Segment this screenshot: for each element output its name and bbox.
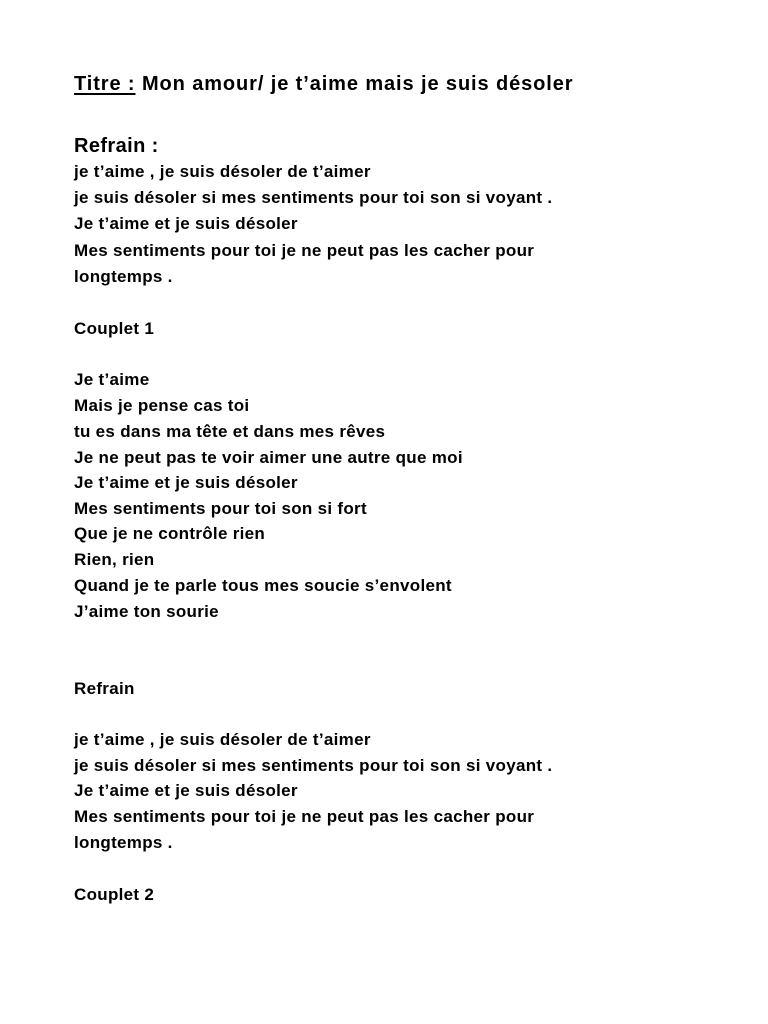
lyric-line: Que je ne contrôle rien — [74, 524, 266, 543]
lyric-line: je t’aime , je suis désoler de t’aimer — [74, 162, 371, 181]
lyric-line: je suis désoler si mes sentiments pour toi son si voyant . — [74, 188, 553, 207]
refrain-heading: Refrain — [74, 679, 135, 698]
lyric-line: Rien, rien — [74, 550, 155, 569]
lyric-line: Je t’aime et je suis désoler — [74, 473, 298, 492]
lyric-line: Je t’aime et je suis désoler — [74, 781, 298, 800]
lyric-line: Je ne peut pas te voir aimer une autre que moi — [74, 448, 463, 467]
lyric-line: je suis désoler si mes sentiments pour toi son si voyant . — [74, 756, 553, 775]
lyric-line: tu es dans ma tête et dans mes rêves — [74, 422, 386, 441]
lyric-line: Quand je te parle tous mes soucie s’envolent — [74, 576, 452, 595]
refrain-heading: Refrain : — [74, 135, 159, 157]
lyric-line: Mes sentiments pour toi je ne peut pas les cacher pour — [74, 807, 535, 826]
lyric-line: Mes sentiments pour toi son si fort — [74, 499, 367, 518]
lyric-line: je t’aime , je suis désoler de t’aimer — [74, 730, 371, 749]
couplet-heading: Couplet 2 — [74, 885, 155, 904]
lyric-line: Mais je pense cas toi — [74, 396, 250, 415]
couplet-heading: Couplet 1 — [74, 319, 155, 338]
song-title — [74, 73, 573, 95]
lyric-line: longtemps . — [74, 267, 173, 286]
lyric-line: Je t’aime et je suis désoler — [74, 214, 298, 233]
title-text: Mon amour/ je t’aime mais je suis désoler — [135, 73, 574, 95]
lyric-line: Je t’aime — [74, 370, 150, 389]
lyric-line: J’aime ton sourie — [74, 602, 219, 621]
lyric-line: longtemps . — [74, 833, 173, 852]
lyric-line: Mes sentiments pour toi je ne peut pas les cacher pour — [74, 241, 535, 260]
title-label: Titre : — [74, 73, 136, 95]
